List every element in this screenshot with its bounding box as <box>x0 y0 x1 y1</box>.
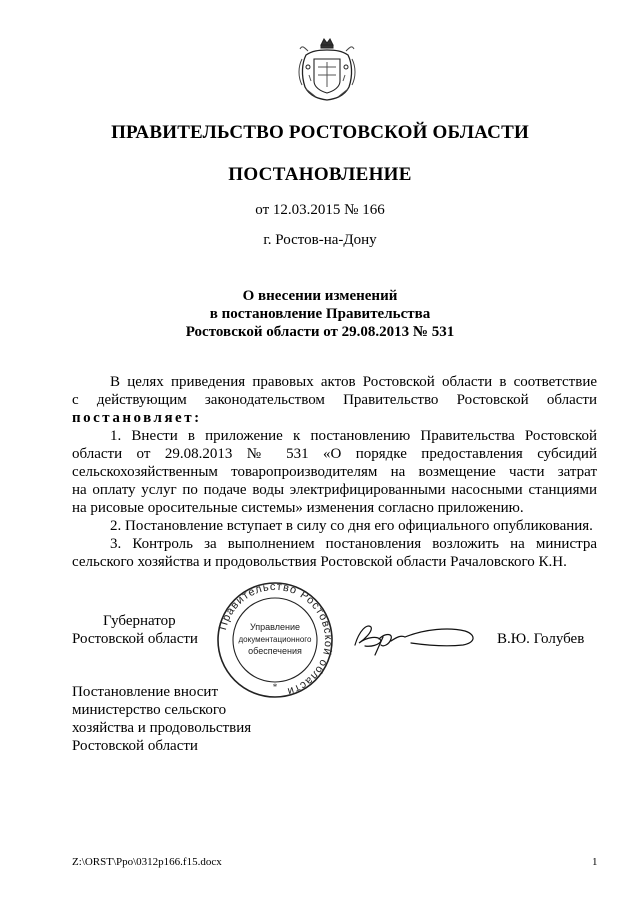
body-line: 3. Контроль за выполнением постановления возложить на министра <box>110 536 597 552</box>
decree-word: постановляет: <box>72 410 202 426</box>
body-line: на рисовые оросительные системы» изменения согласно приложению. <box>72 500 524 516</box>
stamp-outer-text: Правительство Ростовской области <box>217 580 335 698</box>
signatory-name: В.Ю. Голубев <box>497 631 585 647</box>
document-date-number: от 12.03.2015 № 166 <box>255 202 385 218</box>
document-city: г. Ростов-на-Дону <box>263 232 377 248</box>
document-body <box>72 373 597 571</box>
document-type: ПОСТАНОВЛЕНИЕ <box>228 164 412 185</box>
svg-text:*: * <box>272 682 278 692</box>
body-line: на оплату услуг по подаче воды электрифицированными насосными станциями <box>72 482 597 498</box>
file-path: Z:\ORST\Ppo\0312p166.f15.docx <box>72 856 222 868</box>
subject-line: в постановление Правительства <box>209 306 431 322</box>
official-stamp-icon <box>215 580 335 700</box>
document-subject <box>0 287 640 341</box>
body-line: 2. Постановление вступает в силу со дня его официального опубликования. <box>110 518 593 534</box>
submitter-line: Постановление вносит <box>72 684 219 700</box>
subject-line: Ростовской области от 29.08.2013 № 531 <box>185 324 455 340</box>
government-name: ПРАВИТЕЛЬСТВО РОСТОВСКОЙ ОБЛАСТИ <box>111 122 529 143</box>
handwritten-signature <box>345 615 485 660</box>
signatory-title-line: Губернатор <box>103 613 176 629</box>
coat-of-arms-icon <box>296 37 358 103</box>
submitter-line: министерство сельского <box>72 702 227 718</box>
body-line: 1. Внести в приложение к постановлению Правительства Ростовской <box>110 428 597 444</box>
signatory-title-line: Ростовской области <box>72 631 198 647</box>
body-line: области от 29.08.2013 № 531 «О порядке предоставления субсидий <box>72 446 597 462</box>
body-line: с действующим законодательством Правительство Ростовской области <box>72 392 597 408</box>
body-line: сельского хозяйства и продовольствия Ростовской области Рачаловского К.Н. <box>72 554 567 570</box>
submitter-line: хозяйства и продовольствия <box>72 720 252 736</box>
stamp-inner-line: документационного <box>238 635 312 644</box>
body-line: сельскохозяйственным товаропроизводителям на возмещение части затрат <box>72 464 597 480</box>
stamp-inner-line: обеспечения <box>248 646 302 656</box>
submitter-line: Ростовской области <box>72 738 198 754</box>
stamp-inner-line: Управление <box>249 622 301 632</box>
page-number: 1 <box>592 856 598 868</box>
body-line: В целях приведения правовых актов Ростовской области в соответствие <box>110 374 597 390</box>
subject-line: О внесении изменений <box>242 288 398 304</box>
